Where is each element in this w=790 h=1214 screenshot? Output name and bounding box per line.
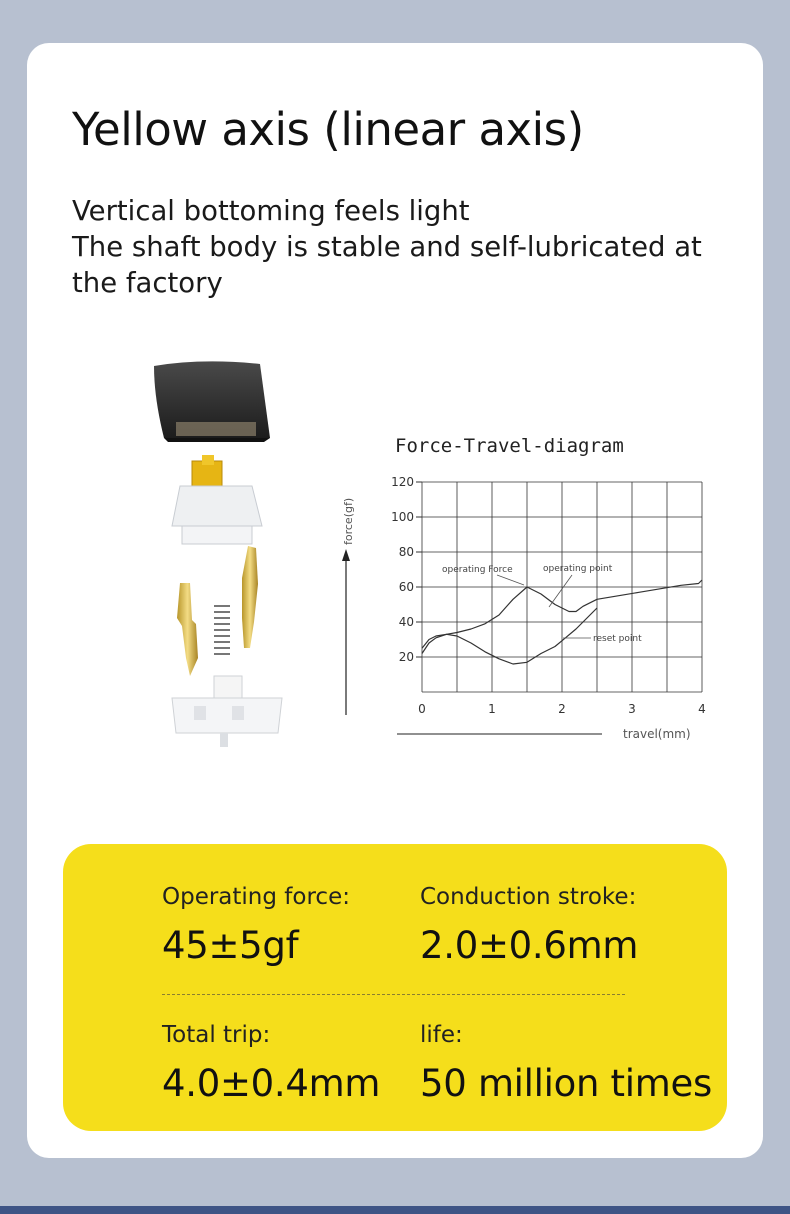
x-tick-label: 3 [628,702,636,716]
feature-description [72,193,712,301]
feature-line: The shaft body is stable and self-lubricated at [72,231,702,263]
chart-grid [422,482,702,692]
y-axis-label: force(gf) [342,497,355,545]
annotation-operating-force: operating Force [442,565,513,575]
spec-value: 50 million times [420,1062,712,1105]
annotation-reset-point: reset point [593,634,642,644]
content-card [27,43,763,1158]
bottom-bar [0,1206,790,1214]
y-tick-label: 120 [391,475,414,489]
spec-divider [162,994,625,995]
page-title: Yellow axis (linear axis) [72,103,584,156]
feature-line: the factory [72,267,223,299]
spec-value: 2.0±0.6mm [420,924,639,967]
spec-total-trip [162,1022,380,1105]
y-axis-arrowhead [342,549,350,561]
top-housing-part [172,455,262,544]
y-tick-label: 80 [398,545,414,559]
x-tick-label: 0 [418,702,426,716]
force-travel-diagram [327,385,707,741]
bottom-housing-part [172,676,282,747]
y-tick-labels [391,475,422,664]
y-tick-label: 100 [391,510,414,524]
spec-value: 45±5gf [162,924,299,967]
release-curve [422,608,597,664]
spec-value: 4.0±0.4mm [162,1062,381,1105]
y-tick-label: 40 [398,615,414,629]
spec-label: Conduction stroke: [420,884,637,910]
exploded-switch-image [132,358,272,758]
feature-line: Vertical bottoming feels light [72,195,470,227]
x-tick-label: 1 [488,702,496,716]
spec-operating-force [162,884,350,967]
contacts-spring-part [177,546,258,676]
spec-label: Operating force: [162,884,350,910]
keycap-part [154,361,270,442]
specifications-panel [63,844,727,1131]
y-tick-label: 20 [398,650,414,664]
spec-label: life: [420,1022,463,1048]
y-tick-label: 60 [398,580,414,594]
x-axis-label: travel(mm) [623,727,691,741]
x-tick-label: 4 [698,702,706,716]
spec-life [420,1022,712,1105]
diagram-title: Force-Travel-diagram [395,435,624,457]
spec-label: Total trip: [162,1022,271,1048]
spec-conduction-stroke [420,884,638,967]
x-tick-label: 2 [558,702,566,716]
x-tick-labels [418,702,706,716]
annotation-operating-point: operating point [543,564,613,574]
